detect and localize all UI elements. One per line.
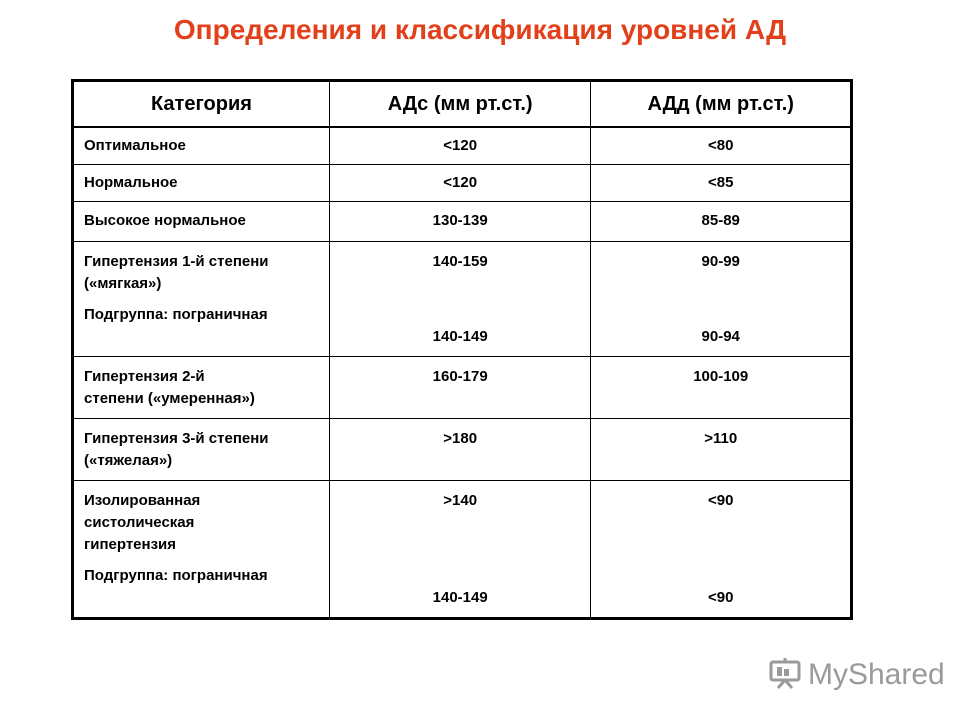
dbp-value: 90-99	[701, 253, 740, 270]
page-title: Определения и классификация уровней АД	[173, 14, 787, 45]
subgroup-text: Подгруппа: пограничная	[84, 306, 268, 323]
table-row	[73, 242, 852, 357]
category-text: Высокое нормальное	[84, 212, 246, 229]
sbp-value: >140	[443, 492, 478, 509]
sbp-value: >180	[443, 430, 478, 447]
table-row	[73, 481, 852, 619]
presentation-board-icon	[768, 656, 802, 695]
dbp-cell	[591, 481, 852, 619]
sbp-cell	[329, 202, 591, 242]
sbp-cell	[329, 419, 591, 481]
sbp-subgroup-value: 140-149	[432, 328, 488, 345]
dbp-cell	[591, 419, 852, 481]
watermark-logo	[768, 655, 945, 695]
table-row	[73, 357, 852, 419]
table-row	[73, 127, 852, 165]
category-text: Изолированная систолическая гипертензия	[84, 492, 201, 553]
dbp-value: <90	[707, 492, 734, 509]
dbp-cell	[591, 127, 852, 165]
sbp-cell	[329, 127, 591, 165]
header-systolic: АДс (мм рт.ст.)	[329, 81, 591, 128]
category-text: Гипертензия 2-й степени («умеренная»)	[84, 368, 255, 407]
dbp-value: 85-89	[701, 212, 740, 229]
sbp-value: <120	[443, 137, 478, 154]
category-cell	[73, 165, 330, 202]
table-row	[73, 165, 852, 202]
category-cell	[73, 357, 330, 419]
watermark-text: MyShared	[808, 658, 945, 691]
dbp-subgroup-value: 90-94	[701, 328, 740, 345]
sbp-value: 160-179	[432, 368, 488, 385]
dbp-subgroup-value: <90	[707, 589, 734, 606]
sbp-cell	[329, 481, 591, 619]
sbp-value: 130-139	[432, 212, 488, 229]
dbp-value: 100-109	[693, 368, 749, 385]
dbp-cell	[591, 357, 852, 419]
bp-classification-table	[71, 79, 853, 620]
sbp-cell	[329, 357, 591, 419]
table-row	[73, 202, 852, 242]
dbp-cell	[591, 165, 852, 202]
dbp-cell	[591, 202, 852, 242]
subgroup-text: Подгруппа: пограничная	[84, 567, 268, 584]
sbp-cell	[329, 242, 591, 357]
sbp-value: 140-159	[432, 253, 488, 270]
dbp-value: <80	[707, 137, 734, 154]
category-text: Оптимальное	[84, 137, 186, 154]
sbp-cell	[329, 165, 591, 202]
header-category: Категория	[73, 81, 330, 128]
sbp-value: <120	[443, 174, 478, 191]
dbp-value: >110	[704, 430, 738, 447]
table-header-row	[73, 81, 852, 128]
header-diastolic: АДд (мм рт.ст.)	[591, 81, 852, 128]
category-cell	[73, 419, 330, 481]
category-cell	[73, 127, 330, 165]
category-cell	[73, 242, 330, 357]
table-row	[73, 419, 852, 481]
category-cell	[73, 481, 330, 619]
dbp-cell	[591, 242, 852, 357]
category-text: Гипертензия 1-й степени («мягкая»)	[84, 253, 269, 292]
category-text: Нормальное	[84, 174, 178, 191]
category-text: Гипертензия 3-й степени («тяжелая»)	[84, 430, 269, 469]
category-cell	[73, 202, 330, 242]
dbp-value: <85	[707, 174, 734, 191]
sbp-subgroup-value: 140-149	[432, 589, 488, 606]
